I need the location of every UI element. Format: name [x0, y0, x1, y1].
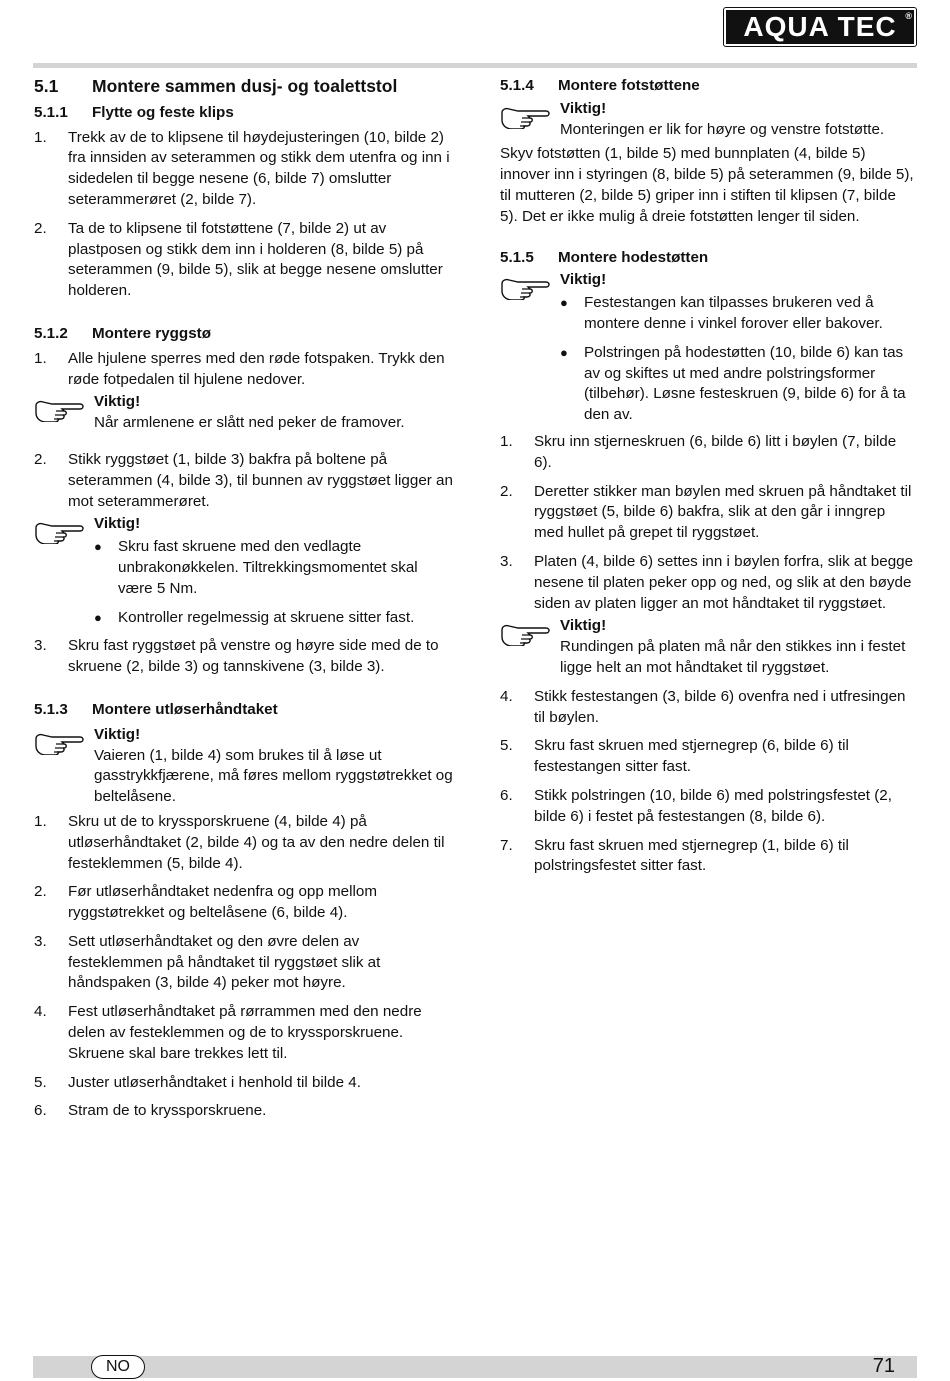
note-text: Vaieren (1, bilde 4) som brukes til å løse ut gasstrykkfjærene, må føres mellom ryggstøtrekket og beltelåsene. — [94, 746, 453, 806]
list-item — [500, 786, 916, 828]
list-item — [34, 1073, 454, 1094]
note-box — [500, 270, 916, 428]
note-text: Monteringen er lik for høyre og venstre fotstøtte. — [560, 120, 885, 138]
registered-mark: ® — [905, 11, 913, 21]
section-number: 5.1.3 — [34, 700, 68, 718]
section-heading-5-1-5 — [500, 248, 916, 269]
note-title: Viktig! — [94, 515, 141, 533]
section-heading-5-1-1 — [34, 103, 454, 124]
item-text: Skru inn stjerneskruen (6, bilde 6) litt i bøylen (7, bilde 6). — [534, 432, 897, 471]
item-number: 2. — [34, 450, 47, 468]
item-number: 1. — [34, 812, 47, 830]
item-text: Skru ut de to kryssporskruene (4, bilde 4) på utløserhåndtaket (2, bilde 4) og ta av den nedre delen til festeklemmen (5, bilde 4). — [68, 812, 445, 872]
item-text: Skru fast skruen med stjernegrep (1, bilde 6) til polstringsfestet sitter fast. — [534, 836, 849, 875]
list-item — [500, 552, 916, 614]
list-item — [34, 636, 454, 678]
note-title: Viktig! — [94, 393, 141, 411]
item-text: Stikk polstringen (10, bilde 6) med polstringsfestet (2, bilde 6) i festet på festestangen (8, bilde 6). — [534, 786, 892, 825]
section-title: Montere hodestøtten — [558, 248, 709, 266]
language-badge: NO — [91, 1355, 145, 1379]
item-number: 5. — [34, 1073, 47, 1091]
brand-logo-text: AQUA TEC — [743, 11, 897, 42]
bullet-item — [94, 537, 454, 599]
list-item — [500, 432, 916, 474]
page-number: 71 — [872, 1355, 895, 1377]
footer-bar — [33, 1356, 917, 1378]
item-number: 1. — [34, 349, 47, 367]
item-text: Stram de to kryssporskruene. — [68, 1102, 267, 1120]
pointing-hand-icon — [34, 392, 94, 434]
note-title: Viktig! — [560, 617, 607, 635]
list-item — [34, 349, 454, 391]
section-number: 5.1.4 — [500, 77, 534, 94]
item-text: Sett utløserhåndtaket og den øvre delen av festeklemmen på håndtaket til ryggstøet slik at håndspaken (3, bilde 4) peker mot høyre. — [68, 932, 381, 992]
list-item — [500, 836, 916, 878]
section-heading-5-1-4 — [500, 76, 916, 97]
list-item — [500, 736, 916, 778]
bullet-item — [94, 608, 454, 629]
pointing-hand-icon — [500, 616, 560, 678]
bullet-text: Skru fast skruene med den vedlagte unbrakonøkkelen. Tiltrekkingsmomentet skal være 5 Nm. — [118, 538, 418, 597]
pointing-hand-icon — [34, 514, 94, 632]
bullet-dot-icon: ● — [94, 539, 102, 555]
item-number: 2. — [34, 883, 47, 901]
list-item — [34, 450, 454, 512]
item-text: Skru fast ryggstøet på venstre og høyre side med de to skruene (2, bilde 3) og tannskivene (3, bilde 3). — [68, 637, 439, 676]
list-item — [34, 812, 454, 874]
section-heading-5-1-2 — [34, 324, 454, 345]
list-item — [34, 219, 454, 302]
item-number: 3. — [34, 637, 47, 655]
item-text: Juster utløserhåndtaket i henhold til bilde 4. — [68, 1073, 361, 1091]
item-text: Stikk ryggstøet (1, bilde 3) bakfra på boltene på seterammen (4, bilde 3), til bunnen av ryggstøet ligger an mot seterammerøret. — [68, 450, 453, 510]
item-text: Stikk festestangen (3, bilde 6) ovenfra ned i utfresingen til bøylen. — [534, 687, 906, 726]
paragraph: Skyv fotstøtten (1, bilde 5) med bunnplaten (4, bilde 5) innover inn i styringen (8, bilde 5) på seterammen (9, bilde 5), til mutteren (2, bilde 5) griper inn i stiften til klipsen (7, bilde 5). Det er ikke mulig å dreie fotstøtten lenger til siden. — [500, 145, 914, 225]
item-number: 3. — [500, 552, 513, 570]
right-column — [500, 76, 916, 885]
bullet-dot-icon: ● — [560, 344, 568, 360]
bullet-dot-icon: ● — [94, 609, 102, 625]
item-number: 6. — [34, 1102, 47, 1120]
list-item — [500, 687, 916, 729]
item-text: Alle hjulene sperres med den røde fotspaken. Trykk den røde fotpedalen til hjulene nedover. — [68, 349, 445, 388]
bullet-text: Festestangen kan tilpasses brukeren ved å montere denne i vinkel forover eller bakover. — [584, 294, 883, 332]
bullet-item — [560, 293, 916, 335]
bullet-text: Polstringen på hodestøtten (10, bilde 6) kan tas av og skiftes ut med andre polstringsformer (tilbehør). Løsne festeskruen (9, bilde 6) for å ta den av. — [584, 343, 906, 424]
list-item — [34, 1101, 454, 1122]
brand-logo — [724, 8, 916, 46]
note-title: Viktig! — [94, 725, 141, 743]
note-title: Viktig! — [560, 271, 607, 289]
left-column — [34, 76, 454, 1130]
note-text: Når armlenene er slått ned peker de framover. — [94, 414, 405, 432]
pointing-hand-icon — [34, 725, 94, 808]
section-number: 5.1 — [34, 76, 59, 96]
section-number: 5.1.5 — [500, 248, 534, 266]
bullet-text: Kontroller regelmessig at skruene sitter fast. — [118, 608, 415, 626]
note-box — [34, 514, 454, 632]
item-text: Platen (4, bilde 6) settes inn i bøylen forfra, slik at begge nesene til platen peker opp og ned, og slik at den bøyde siden av platen ligger an mot håndtaket til ryggstøet. — [534, 552, 914, 612]
item-text: Trekk av de to klipsene til høydejusteringen (10, bilde 2) fra innsiden av seterammen og stikk dem utenfra og inn i sidedelen til begge nesene (6, bilde 7) omslutter seterammerøret (2, bilde 7). — [68, 128, 450, 208]
item-number: 7. — [500, 836, 513, 854]
note-title: Viktig! — [560, 99, 607, 117]
list-item — [34, 882, 454, 924]
item-text: Deretter stikker man bøylen med skruen på håndtaket til ryggstøet (5, bilde 6) bakfra, slik at den går i inngrep med hullet på grepet til ryggstøet. — [534, 482, 912, 542]
item-number: 5. — [500, 737, 513, 755]
bullet-item — [560, 343, 916, 426]
item-text: Skru fast skruen med stjernegrep (6, bilde 6) til festestangen sitter fast. — [534, 737, 849, 776]
note-box — [500, 99, 916, 141]
section-title: Montere ryggstø — [92, 324, 211, 342]
list-item — [500, 482, 916, 544]
item-number: 2. — [500, 482, 513, 500]
note-box — [34, 725, 454, 808]
item-number: 2. — [34, 219, 47, 237]
pointing-hand-icon — [500, 270, 560, 428]
item-text: Fest utløserhåndtaket på rørrammen med den nedre delen av festeklemmen og de to kryssporskruene. Skruene skal bare trekkes lett til. — [68, 1003, 422, 1062]
item-number: 6. — [500, 786, 513, 804]
pointing-hand-icon — [500, 99, 560, 141]
section-title: Montere utløserhåndtaket — [92, 700, 278, 718]
section-heading-5-1-3 — [34, 700, 454, 721]
section-title: Flytte og feste klips — [92, 103, 234, 121]
list-item — [34, 128, 454, 211]
section-title: Montere sammen dusj- og toalettstol — [92, 76, 398, 96]
header-rule — [33, 63, 917, 68]
item-text: Ta de to klipsene til fotstøttene (7, bilde 2) ut av plastposen og stikk dem inn i holderen (8, bilde 5) på seterammen (9, bilde 5), slik at begge nesene omslutter holderen. — [68, 219, 443, 300]
item-number: 3. — [34, 932, 47, 950]
section-title: Montere fotstøttene — [558, 77, 700, 94]
item-number: 1. — [34, 128, 47, 146]
list-item — [34, 932, 454, 994]
list-item — [34, 1002, 454, 1064]
item-number: 1. — [500, 432, 513, 450]
item-text: Før utløserhåndtaket nedenfra og opp mellom ryggstøtrekket og beltelåsene (6, bilde 4). — [68, 883, 377, 922]
note-box — [34, 392, 454, 434]
section-heading-5-1 — [34, 76, 454, 97]
section-number: 5.1.2 — [34, 324, 68, 342]
section-number: 5.1.1 — [34, 103, 68, 121]
bullet-dot-icon: ● — [560, 295, 568, 311]
note-box — [500, 616, 916, 678]
item-number: 4. — [34, 1003, 47, 1021]
item-number: 4. — [500, 687, 513, 705]
note-text: Rundingen på platen må når den stikkes inn i festet ligge helt an mot håndtaket til ryggstøet. — [560, 638, 906, 676]
